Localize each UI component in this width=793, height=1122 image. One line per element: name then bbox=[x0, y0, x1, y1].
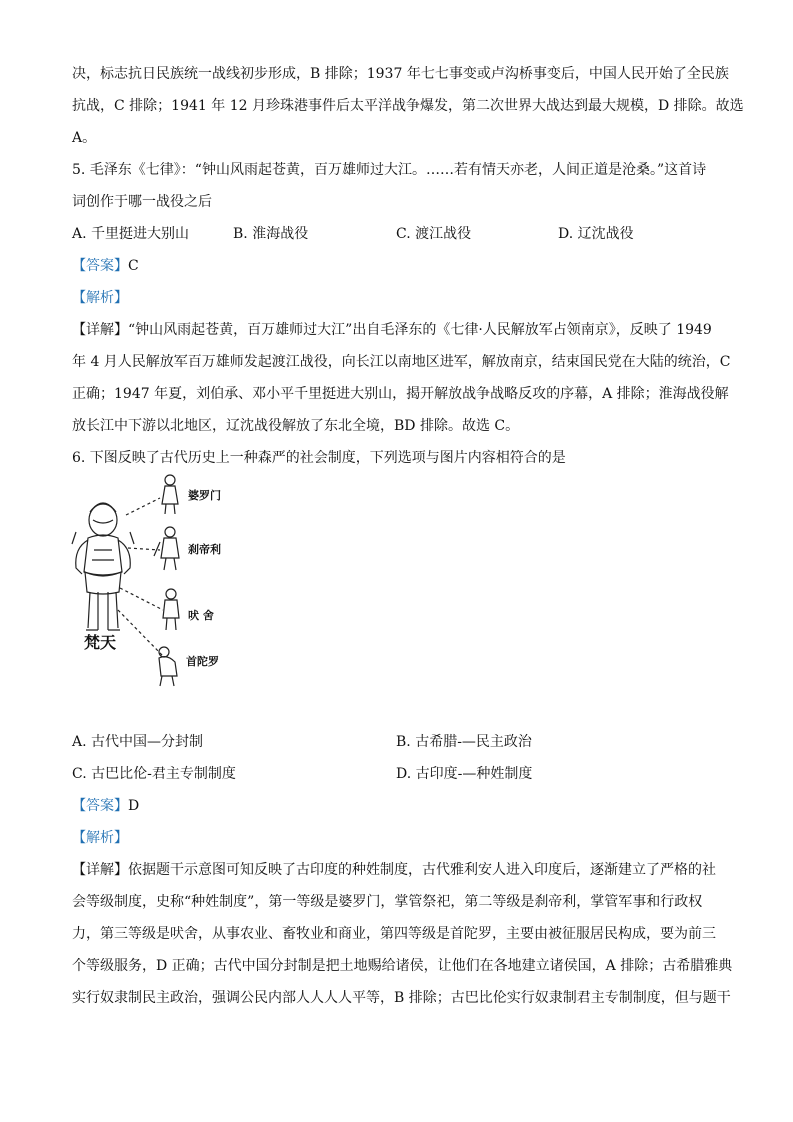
vaishya-figure bbox=[163, 589, 179, 630]
question-5-stem: 5. 毛泽东《七律》：“钟山风雨起苍黄，百万雄师过大江。……若有情天亦老，人间正道是沧桑。”这首诗 bbox=[72, 162, 707, 178]
q5-option-d: D. 辽沈战役 bbox=[558, 226, 634, 242]
label-kshatriya: 刹帝利 bbox=[188, 543, 221, 556]
question-5-stem: 词创作于哪一战役之后 bbox=[72, 194, 212, 210]
detail-tag: 【详解】 bbox=[72, 862, 128, 878]
q6-detail bbox=[72, 860, 716, 880]
detail-text: “钟山风雨起苍黄，百万雄师过大江”出自毛泽东的《七律·人民解放军占领南京》，反映了 1949 bbox=[128, 322, 712, 338]
caste-diagram bbox=[68, 470, 228, 692]
q6-option-a: A. 古代中国—分封制 bbox=[72, 734, 204, 750]
label-vaishya: 吠 舍 bbox=[188, 609, 214, 622]
answer-value: D bbox=[128, 798, 140, 814]
question-6-stem: 6. 下图反映了古代历史上一种森严的社会制度，下列选项与图片内容相符合的是 bbox=[72, 450, 566, 466]
brahma-figure bbox=[72, 503, 134, 630]
q5-detail: 正确；1947 年夏，刘伯承、邓小平千里挺进大别山，揭开解放战争战略反攻的序幕，A 排除；淮海战役解 bbox=[72, 386, 729, 402]
q5-option-c: C. 渡江战役 bbox=[396, 226, 472, 242]
answer-tag: 【答案】 bbox=[72, 798, 128, 814]
q5-option-b: B. 淮海战役 bbox=[233, 226, 309, 242]
analysis-tag: 【解析】 bbox=[72, 830, 128, 846]
answer-tag: 【答案】 bbox=[72, 258, 128, 274]
shudra-figure bbox=[159, 647, 177, 686]
label-brahma: 梵天 bbox=[84, 633, 117, 652]
q6-option-d: D. 古印度-—种姓制度 bbox=[396, 766, 533, 782]
q6-detail: 个等级服务，D 正确；古代中国分封制是把土地赐给诸侯，让他们在各地建立诸侯国，A 排除；古希腊雅典 bbox=[72, 958, 733, 974]
detail-text: 依据题干示意图可知反映了古印度的种姓制度，古代雅利安人进入印度后，逐渐建立了严格的社 bbox=[128, 862, 716, 878]
q5-detail: 放长江中下游以北地区，辽沈战役解放了东北全境，BD 排除。故选 C。 bbox=[72, 418, 520, 434]
q6-analysis bbox=[72, 828, 128, 848]
q6-answer bbox=[72, 796, 139, 816]
q5-detail: 年 4 月人民解放军百万雄师发起渡江战役，向长江以南地区进军，解放南京，结束国民党在大陆的统治，C bbox=[72, 354, 731, 370]
kshatriya-figure bbox=[154, 527, 179, 570]
q6-option-c: C. 古巴比伦-君主专制制度 bbox=[72, 766, 236, 782]
answer-value: C bbox=[128, 258, 139, 274]
label-brahmin: 婆罗门 bbox=[188, 489, 221, 502]
q5-answer bbox=[72, 256, 139, 276]
analysis-tag: 【解析】 bbox=[72, 290, 128, 306]
text-line: 决，标志抗日民族统一战线初步形成，B 排除；1937 年七七事变或卢沟桥事变后，中国人民开始了全民族 bbox=[72, 66, 729, 82]
q5-detail bbox=[72, 320, 712, 340]
q6-detail: 力，第三等级是吠舍，从事农业、畜牧业和商业，第四等级是首陀罗，主要由被征服居民构成，要为前三 bbox=[72, 926, 716, 942]
text-line: 抗战，C 排除；1941 年 12 月珍珠港事件后太平洋战争爆发，第二次世界大战达到最大规模，D 排除。故选 bbox=[72, 98, 744, 114]
detail-tag: 【详解】 bbox=[72, 322, 128, 338]
q5-option-a: A. 千里挺进大别山 bbox=[72, 226, 190, 242]
q6-detail: 会等级制度，史称“种姓制度”，第一等级是婆罗门，掌管祭祀，第二等级是刹帝利，掌管军事和行政权 bbox=[72, 894, 703, 910]
label-shudra: 首陀罗 bbox=[186, 655, 219, 668]
q5-analysis bbox=[72, 288, 128, 308]
brahmin-figure bbox=[162, 475, 178, 514]
q6-detail: 实行奴隶制民主政治，强调公民内部人人人人平等，B 排除；古巴比伦实行奴隶制君主专制制度，但与题干 bbox=[72, 990, 731, 1006]
q6-option-b: B. 古希腊-—民主政治 bbox=[396, 734, 532, 750]
text-line: A。 bbox=[72, 130, 97, 146]
